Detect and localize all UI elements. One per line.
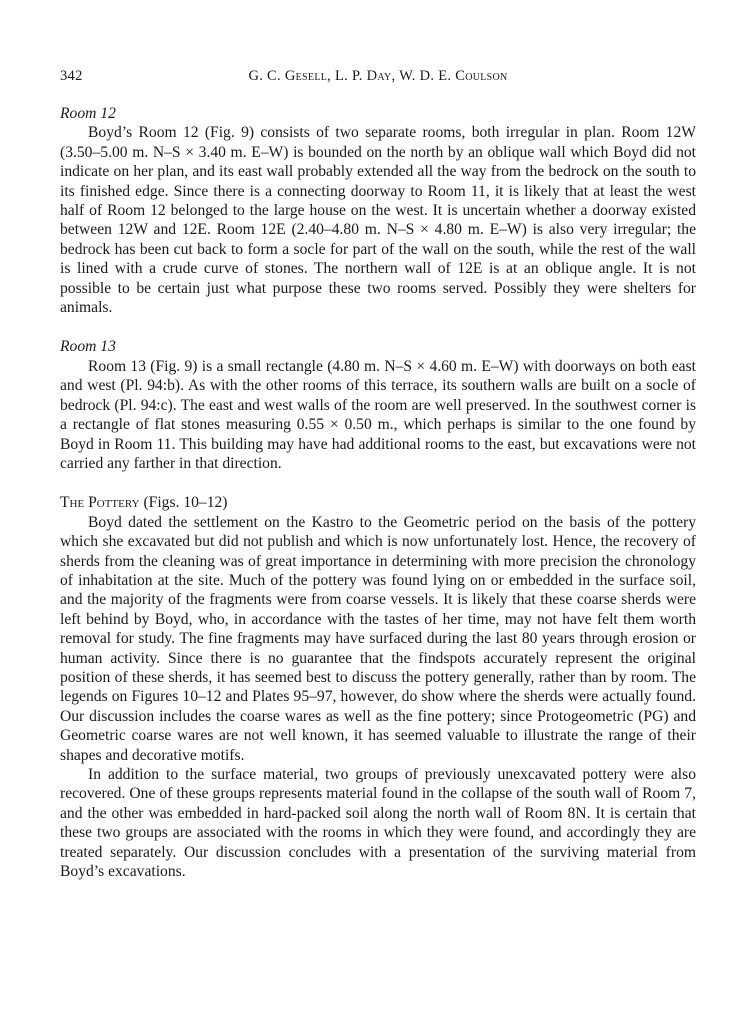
section-spacer <box>60 473 696 493</box>
section-heading-pottery <box>60 493 696 512</box>
page-header <box>60 68 696 88</box>
section-heading-room-12: Room 12 <box>60 105 116 122</box>
page-number: 342 <box>60 68 83 84</box>
pottery-heading-title: The Pottery <box>60 494 140 512</box>
paragraph-room-12: Boyd’s Room 12 (Fig. 9) consists of two separate rooms, both irregular in plan. Room 12W (3.50–5.00 m. N–S × 3.40 m. E–W) is bounded on the north by an oblique wall which Boyd did not indicate on her plan, and its east wall probably extended all the way from the bedrock on the south to its finished edge. Since there is a connecting doorway to Room 11, it is likely that at least the west half of Room 12 belonged to the large house on the west. It is uncertain whether a doorway existed between 12W and 12E. Room 12E (2.40–4.80 m. N–S × 4.80 m. E–W) is also very irregular; the bedrock has been cut back to form a socle for part of the wall on the south, while the rest of the wall is lined with a crude curve of stones. The northern wall of 12E is at an oblique angle. It is not possible to be certain just what purpose these two rooms served. Possibly they were shelters for animals. <box>60 124 696 317</box>
running-head <box>60 68 696 85</box>
pottery-heading-figure-ref: (Figs. 10–12) <box>143 494 228 512</box>
running-head-authors: G. C. Gesell, L. P. Day, W. D. E. Coulson <box>248 68 508 84</box>
section-spacer <box>60 317 696 337</box>
article-body <box>60 104 696 881</box>
paragraph-pottery-1: Boyd dated the settlement on the Kastro to the Geometric period on the basis of the pottery which she excavated but did not publish and which is now unfortunately lost. Hence, the recovery of sherds from the cleaning was of great importance in determining with more precision the chronology of inhabitation at the site. Much of the pottery was found lying on or embedded in the surface soil, and the majority of the fragments were from coarse vessels. It is likely that these coarse sherds were left behind by Boyd, who, in accordance with the tastes of her time, may not have felt them worth removal for study. The fine fragments may have surfaced during the last 80 years through erosion or human activity. Since there is no guarantee that the findspots accurately represent the original position of these sherds, it has seemed best to discuss the pottery generally, rather than by room. The legends on Figures 10–12 and Plates 95–97, however, do show where the sherds were actually found. Our discussion includes the coarse wares as well as the fine pottery; since Protogeometric (PG) and Geometric coarse wares are not well known, it has seemed valuable to illustrate the range of their shapes and decorative motifs. <box>60 513 696 764</box>
paragraph-room-13: Room 13 (Fig. 9) is a small rectangle (4.80 m. N–S × 4.60 m. E–W) with doorways on both east and west (Pl. 94:b). As with the other rooms of this terrace, its southern walls are built on a socle of bedrock (Pl. 94:c). The east and west walls of the room are well preserved. In the southwest corner is a rectangle of flat stones measuring 0.55 × 0.50 m., which perhaps is similar to the one found by Boyd in Room 11. This building may have had additional rooms to the east, but excavations were not carried any farther in that direction. <box>60 357 696 472</box>
section-heading-room-13: Room 13 <box>60 338 116 356</box>
paragraph-pottery-2: In addition to the surface material, two groups of previously unexcavated pottery were also recovered. One of these groups represents material found in the collapse of the south wall of Room 7, and the other was embedded in hard-packed soil along the north wall of Room 8N. It is certain that these two groups are associated with the rooms in which they were found, and accordingly they are treated separately. Our discussion concludes with a presentation of the surviving material from Boyd’s excavations. <box>60 766 696 881</box>
